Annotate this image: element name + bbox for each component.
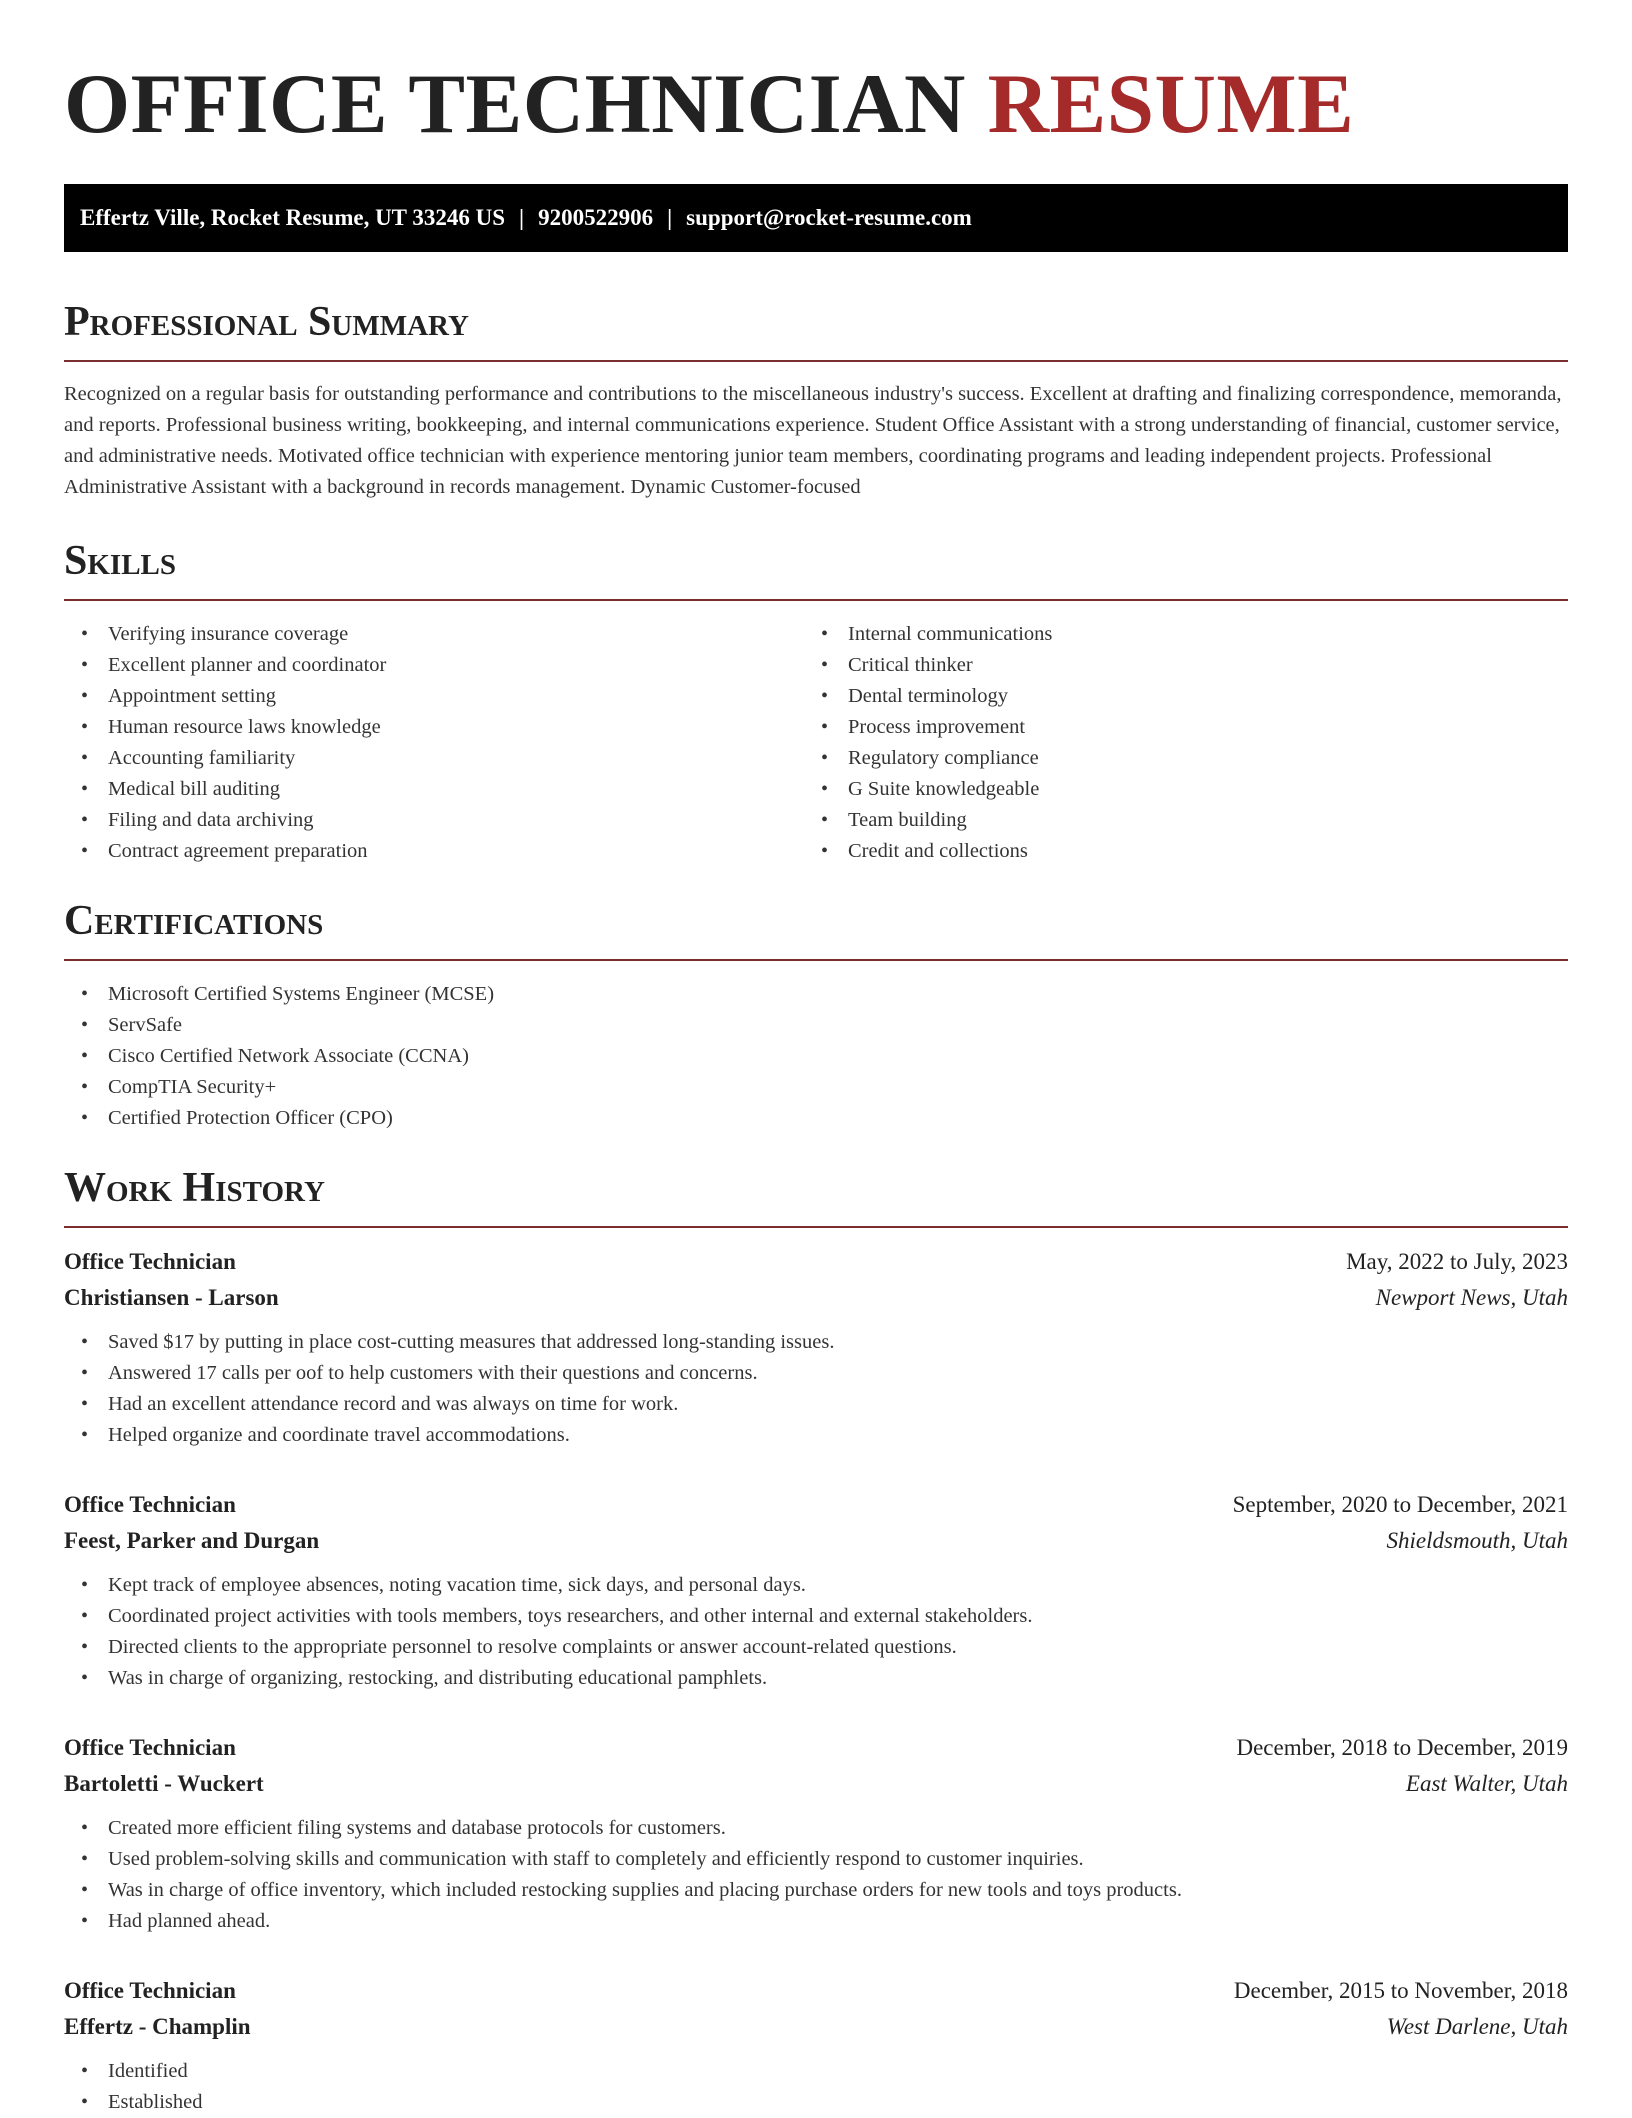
contact-email: support@rocket-resume.com <box>686 205 972 230</box>
skills-columns <box>64 601 1568 867</box>
job-bullet: • Was in charge of office inventory, which included restocking supplies and placing purchase orders for new tools and toys products. <box>64 1875 1568 1906</box>
job-bullet: • Kept track of employee absences, noting vacation time, sick days, and personal days. <box>64 1570 1568 1601</box>
skill-item: • Team building <box>804 805 1544 836</box>
skills-section <box>64 537 1568 867</box>
job-bullet: • Was in charge of organizing, restocking, and distributing educational pamphlets. <box>64 1663 1568 1694</box>
skill-item: • Process improvement <box>804 712 1544 743</box>
job-company-row <box>64 1523 1568 1559</box>
title-accent: RESUME <box>987 57 1355 151</box>
skill-item: • Accounting familiarity <box>64 743 804 774</box>
skill-item: • Human resource laws knowledge <box>64 712 804 743</box>
job-bullet: • Saved $17 by putting in place cost-cutting measures that addressed long-standing issues. <box>64 1327 1568 1358</box>
job-company-row <box>64 2009 1568 2045</box>
work-history-section <box>64 1164 1568 2118</box>
skill-item: • Credit and collections <box>804 836 1544 867</box>
job-header-row <box>64 1730 1568 1766</box>
job-bullet: • Had an excellent attendance record and was always on time for work. <box>64 1389 1568 1420</box>
certifications-section <box>64 897 1568 1134</box>
summary-section <box>64 298 1568 503</box>
summary-text: Recognized on a regular basis for outstanding performance and contributions to the miscellaneous industry's success. Excellent at drafting and finalizing correspondence, memoranda, and reports. Professional business writing, bookkeeping, and internal communications experience. Student Office Assistant with a strong understanding of financial, customer service, and administrative needs. Motivated office technician with experience mentoring junior team members, coordinating programs and leading independent projects. Professional Administrative Assistant with a background in records management. Dynamic Customer-focused <box>64 383 1562 498</box>
job-title: Office Technician <box>64 1249 236 1274</box>
job-dates: May, 2022 to July, 2023 <box>1346 1249 1568 1274</box>
job-bullets <box>64 1813 1568 1937</box>
skill-item: • Filing and data archiving <box>64 805 804 836</box>
title-main: OFFICE TECHNICIAN <box>64 57 966 151</box>
contact-address: Effertz Ville, Rocket Resume, UT 33246 US <box>80 205 506 230</box>
skill-item: • Regulatory compliance <box>804 743 1544 774</box>
section-title-summary: Professional Summary <box>64 299 469 345</box>
certification-item: • Microsoft Certified Systems Engineer (MCSE) <box>64 979 1568 1010</box>
job-bullet: • Identified <box>64 2056 1568 2087</box>
section-divider <box>64 959 1568 961</box>
job-bullets <box>64 2056 1568 2118</box>
job-bullet: • Coordinated project activities with tools members, toys researchers, and other internal and external stakeholders. <box>64 1601 1568 1632</box>
skill-item: • G Suite knowledgeable <box>804 774 1544 805</box>
section-divider <box>64 360 1568 362</box>
job-bullets <box>64 1327 1568 1451</box>
skill-item: • Verifying insurance coverage <box>64 619 804 650</box>
job-company-row <box>64 1280 1568 1316</box>
job-entry <box>64 1973 1568 2118</box>
job-header-row <box>64 1973 1568 2009</box>
job-bullet: • Established <box>64 2087 1568 2118</box>
skills-list-left <box>64 619 804 867</box>
skill-item: • Contract agreement preparation <box>64 836 804 867</box>
job-location: Newport News, Utah <box>1375 1285 1568 1310</box>
job-location: West Darlene, Utah <box>1386 2014 1568 2039</box>
section-title-skills: Skills <box>64 538 177 584</box>
job-title: Office Technician <box>64 1978 236 2003</box>
certifications-list <box>64 979 1568 1134</box>
job-bullet: • Used problem-solving skills and communication with staff to completely and efficiently respond to customer inquiries. <box>64 1844 1568 1875</box>
contact-phone: 9200522906 <box>538 205 654 230</box>
resume-title <box>64 58 1568 150</box>
job-entry <box>64 1487 1568 1694</box>
job-bullet: • Had planned ahead. <box>64 1906 1568 1937</box>
section-divider <box>64 1226 1568 1228</box>
job-bullet: • Directed clients to the appropriate personnel to resolve complaints or answer account-related questions. <box>64 1632 1568 1663</box>
section-title-certifications: Certifications <box>64 898 324 944</box>
job-bullet: • Answered 17 calls per oof to help customers with their questions and concerns. <box>64 1358 1568 1389</box>
job-title: Office Technician <box>64 1735 236 1760</box>
job-header-row <box>64 1487 1568 1523</box>
section-title-work-history: Work History <box>64 1165 325 1211</box>
job-dates: December, 2015 to November, 2018 <box>1233 1978 1568 2003</box>
skill-item: • Appointment setting <box>64 681 804 712</box>
certification-item: • Certified Protection Officer (CPO) <box>64 1103 1568 1134</box>
skill-item: • Critical thinker <box>804 650 1544 681</box>
job-company: Feest, Parker and Durgan <box>64 1528 320 1553</box>
contact-separator: | <box>667 205 673 230</box>
skill-item: • Excellent planner and coordinator <box>64 650 804 681</box>
job-location: East Walter, Utah <box>1405 1771 1568 1796</box>
job-title: Office Technician <box>64 1492 236 1517</box>
skill-item: • Dental terminology <box>804 681 1544 712</box>
contact-separator: | <box>519 205 525 230</box>
contact-bar <box>64 184 1568 252</box>
job-dates: December, 2018 to December, 2019 <box>1236 1735 1568 1760</box>
job-company: Effertz - Champlin <box>64 2014 251 2039</box>
job-bullet: • Helped organize and coordinate travel accommodations. <box>64 1420 1568 1451</box>
job-company-row <box>64 1766 1568 1802</box>
job-company: Christiansen - Larson <box>64 1285 279 1310</box>
job-location: Shieldsmouth, Utah <box>1386 1528 1568 1553</box>
job-dates: September, 2020 to December, 2021 <box>1232 1492 1568 1517</box>
skills-list-right <box>804 619 1544 867</box>
job-entry <box>64 1730 1568 1937</box>
job-bullets <box>64 1570 1568 1694</box>
skill-item: • Medical bill auditing <box>64 774 804 805</box>
resume-page <box>64 0 1568 2118</box>
job-entry <box>64 1244 1568 1451</box>
certification-item: • Cisco Certified Network Associate (CCNA) <box>64 1041 1568 1072</box>
job-header-row <box>64 1244 1568 1280</box>
job-company: Bartoletti - Wuckert <box>64 1771 264 1796</box>
certification-item: • ServSafe <box>64 1010 1568 1041</box>
job-bullet: • Created more efficient filing systems and database protocols for customers. <box>64 1813 1568 1844</box>
skill-item: • Internal communications <box>804 619 1544 650</box>
certification-item: • CompTIA Security+ <box>64 1072 1568 1103</box>
